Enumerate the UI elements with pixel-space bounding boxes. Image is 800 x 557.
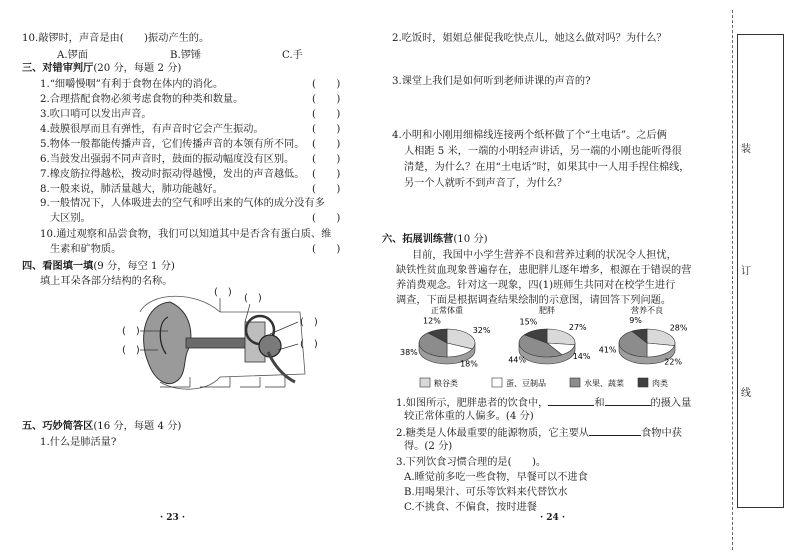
legend-swatch-2	[492, 378, 502, 387]
pie-2-label-4: 15%	[519, 317, 538, 327]
pie-1	[400, 305, 491, 368]
section-6-title: 六、拓展训练营	[382, 233, 454, 245]
section-3-heading	[22, 62, 181, 75]
tf-item-4: 4.鼓膜很厚而且有弹性，有声音时它会产生振动。	[40, 124, 264, 135]
tf-9-mark: ( )	[312, 213, 341, 224]
cq2-part-a: 2.糖类是人体最重要的能源物质，它主要从	[396, 428, 590, 439]
ear-illustration	[140, 296, 305, 389]
paragraph-line2: 缺铁性贫血现象普遍存在，患肥胖儿逐年增多，根源在于错误的营	[396, 265, 692, 276]
section-3-title: 三、对错审判厅	[22, 62, 94, 74]
cq1-blank-2[interactable]	[605, 395, 651, 406]
tf-mark-2: ( )	[312, 94, 341, 105]
section-5-meta: (16 分，每题 4 分)	[93, 421, 182, 432]
svg-text:( ): ( )	[122, 345, 140, 356]
tf-item-1: 1.“细嚼慢咽”有利于食物在体内的消化。	[40, 79, 224, 90]
legend-swatch-3	[570, 378, 580, 387]
cq3-question: 3.下列饮食习惯合理的是( )。	[396, 457, 547, 468]
chart-question-1	[396, 395, 691, 411]
q4-line3: 清楚，为什么？在用“土电话”时，如果其中一人用手捏住棉线，	[404, 162, 690, 173]
ear-diagram	[100, 282, 350, 402]
q3-text: 3.课堂上我们是如何听到老师讲课的声音的?	[392, 76, 591, 87]
q2-text: 2.吃饭时，姐姐总催促我吃快点儿，她这么做对吗？为什么？	[392, 33, 667, 44]
cq2-line2: 得。(2 分)	[404, 441, 453, 452]
tf-mark-5: ( )	[312, 139, 341, 150]
section-4-heading	[22, 260, 175, 273]
pie-2-label-3: 44%	[508, 355, 527, 365]
pie-3-label-2: 22%	[664, 357, 683, 367]
cq1-part-b: 和	[594, 398, 605, 409]
tf-item-5: 5.物体一般都能传播声音，它们传播声音的本领有所不同。	[40, 139, 305, 150]
section-6-heading	[382, 233, 488, 246]
pie-2-label-1: 27%	[568, 323, 587, 333]
legend-label-3: 水果、蔬菜	[584, 379, 624, 388]
pie-3-label-4: 9%	[629, 315, 642, 325]
tf-mark-4: ( )	[312, 124, 341, 135]
pie-1-label-3: 38%	[399, 347, 418, 357]
q4-line1: 4.小明和小刚用细棉线连接两个纸杯做了个“土电话”。之后俩	[392, 130, 667, 141]
pie-title-3: 营养不良	[631, 306, 663, 315]
q10-option-a: A.锣面	[57, 50, 88, 61]
svg-text:( ): ( )	[244, 293, 262, 304]
binding-char-1: 装	[741, 144, 751, 155]
legend-label-1: 粮谷类	[434, 379, 458, 388]
section-5-heading	[22, 420, 181, 433]
page-number-right: · 24 ·	[540, 513, 566, 523]
legend-label-4: 肉类	[652, 379, 668, 388]
pie-3-label-3: 41%	[598, 345, 617, 355]
pie-title-1: 正常体重	[431, 306, 463, 315]
tf-item-8: 8.一般来说，肺活量越大，肺功能越好。	[40, 184, 223, 195]
tf-10-line1: 10.通过观察和品尝食物，我们可以知道其中是否含有蛋白质、维	[40, 229, 332, 240]
section-6-meta: (10 分)	[453, 234, 488, 245]
tf-item-7: 7.橡皮筋拉得越松，拨动时振动得越慢，发出的声音越低。	[40, 169, 305, 180]
legend-swatch-1	[420, 378, 430, 387]
cq1-part-a: 1.如图所示，肥胖患者的饮食中，	[396, 398, 549, 409]
cq2-part-b: 食物中获	[641, 428, 682, 439]
tf-mark-8: ( )	[312, 184, 341, 195]
svg-text:( ): ( )	[300, 339, 318, 350]
section-4-meta: (9 分，每空 1 分)	[93, 261, 175, 272]
section-5-title: 五、巧妙简答区	[22, 420, 94, 432]
section-4-instruction: 填上耳朵各部分结构的名称。	[40, 276, 173, 287]
pie-2-label-2: 14%	[572, 351, 591, 361]
legend-swatch-4	[638, 378, 648, 387]
paragraph-line1: 目前，我国中小学生营养不良和营养过剩的状况令人担忧，	[412, 250, 677, 261]
tf-9-line1: 9.一般情况下，人体吸进去的空气和呼出来的气体的成分没有多	[40, 198, 325, 209]
tf-10-mark: ( )	[312, 244, 341, 255]
q10-option-c: C.手	[282, 50, 303, 61]
tf-mark-3: ( )	[312, 109, 341, 120]
cq1-line2: 较正常体重的人偏多。(4 分)	[404, 411, 534, 422]
section-5-q1: 1.什么是肺活量?	[40, 437, 117, 448]
pie-title-2: 肥胖	[539, 306, 555, 315]
binding-dashed-line	[732, 10, 733, 550]
binding-char-2: 订	[741, 266, 751, 277]
tf-mark-7: ( )	[312, 169, 341, 180]
pie-1-label-2: 18%	[460, 359, 478, 369]
tf-item-2: 2.合理搭配食物必须考虑食物的种类和数量。	[40, 94, 244, 105]
tf-mark-1: ( )	[312, 79, 341, 90]
pie-1-label-4: 12%	[423, 316, 441, 326]
chart-question-2	[396, 425, 682, 441]
page-number-left: · 23 ·	[160, 513, 186, 523]
paragraph-line4: 调查，下面是根据调查结果绘制的示意图，请回答下列问题。	[396, 295, 672, 306]
cq3-option-c: C.不挑食、不偏食，按时进餐	[404, 502, 537, 513]
cq3-option-b: B.用喝果汁、可乐等饮料来代替饮水	[404, 487, 568, 498]
q10-text: 10.敲锣时，声音是由( )振动产生的。	[22, 33, 210, 44]
pie-3	[599, 305, 688, 366]
svg-text:( ): ( )	[122, 326, 140, 337]
cq1-part-c: 的摄入量	[650, 398, 692, 409]
tf-item-3: 3.吹口哨可以发出声音。	[40, 109, 152, 120]
section-4-title: 四、看图填一填	[22, 260, 94, 272]
paragraph-line3: 养消费观念。针对这一现象，四(1)班师生共同对在校学生进行	[396, 280, 676, 291]
pie-2	[508, 305, 591, 364]
pie-legend	[420, 375, 710, 391]
tf-item-6: 6.当鼓发出强弱不同声音时，鼓面的振动幅度没有区别。	[40, 154, 295, 165]
q10-option-b: B.锣锤	[170, 50, 202, 61]
q4-line4: 另一个人就听不到声音了，为什么？	[404, 178, 567, 189]
tf-10-line2: 生素和矿物质。	[50, 244, 122, 255]
q4-line2: 人相距 5 米，一端的小明轻声讲话，另一端的小刚也能听得很	[404, 146, 682, 157]
pie-3-label-1: 28%	[669, 323, 688, 333]
svg-text:( ): ( )	[214, 287, 232, 298]
svg-text:( ): ( )	[300, 317, 318, 328]
cq2-blank[interactable]	[589, 425, 641, 436]
legend-label-2: 蛋、豆制品	[506, 379, 546, 388]
section-3-meta: (20 分，每题 2 分)	[93, 63, 182, 74]
binding-char-3: 线	[741, 388, 751, 399]
cq3-option-a: A.睡觉前多吃一些食物，早餐可以不进食	[404, 472, 588, 483]
tf-9-line2: 大区别。	[50, 213, 91, 224]
cq1-blank-1[interactable]	[548, 395, 594, 406]
tf-mark-6: ( )	[312, 154, 341, 165]
pie-1-label-1: 32%	[472, 326, 491, 336]
